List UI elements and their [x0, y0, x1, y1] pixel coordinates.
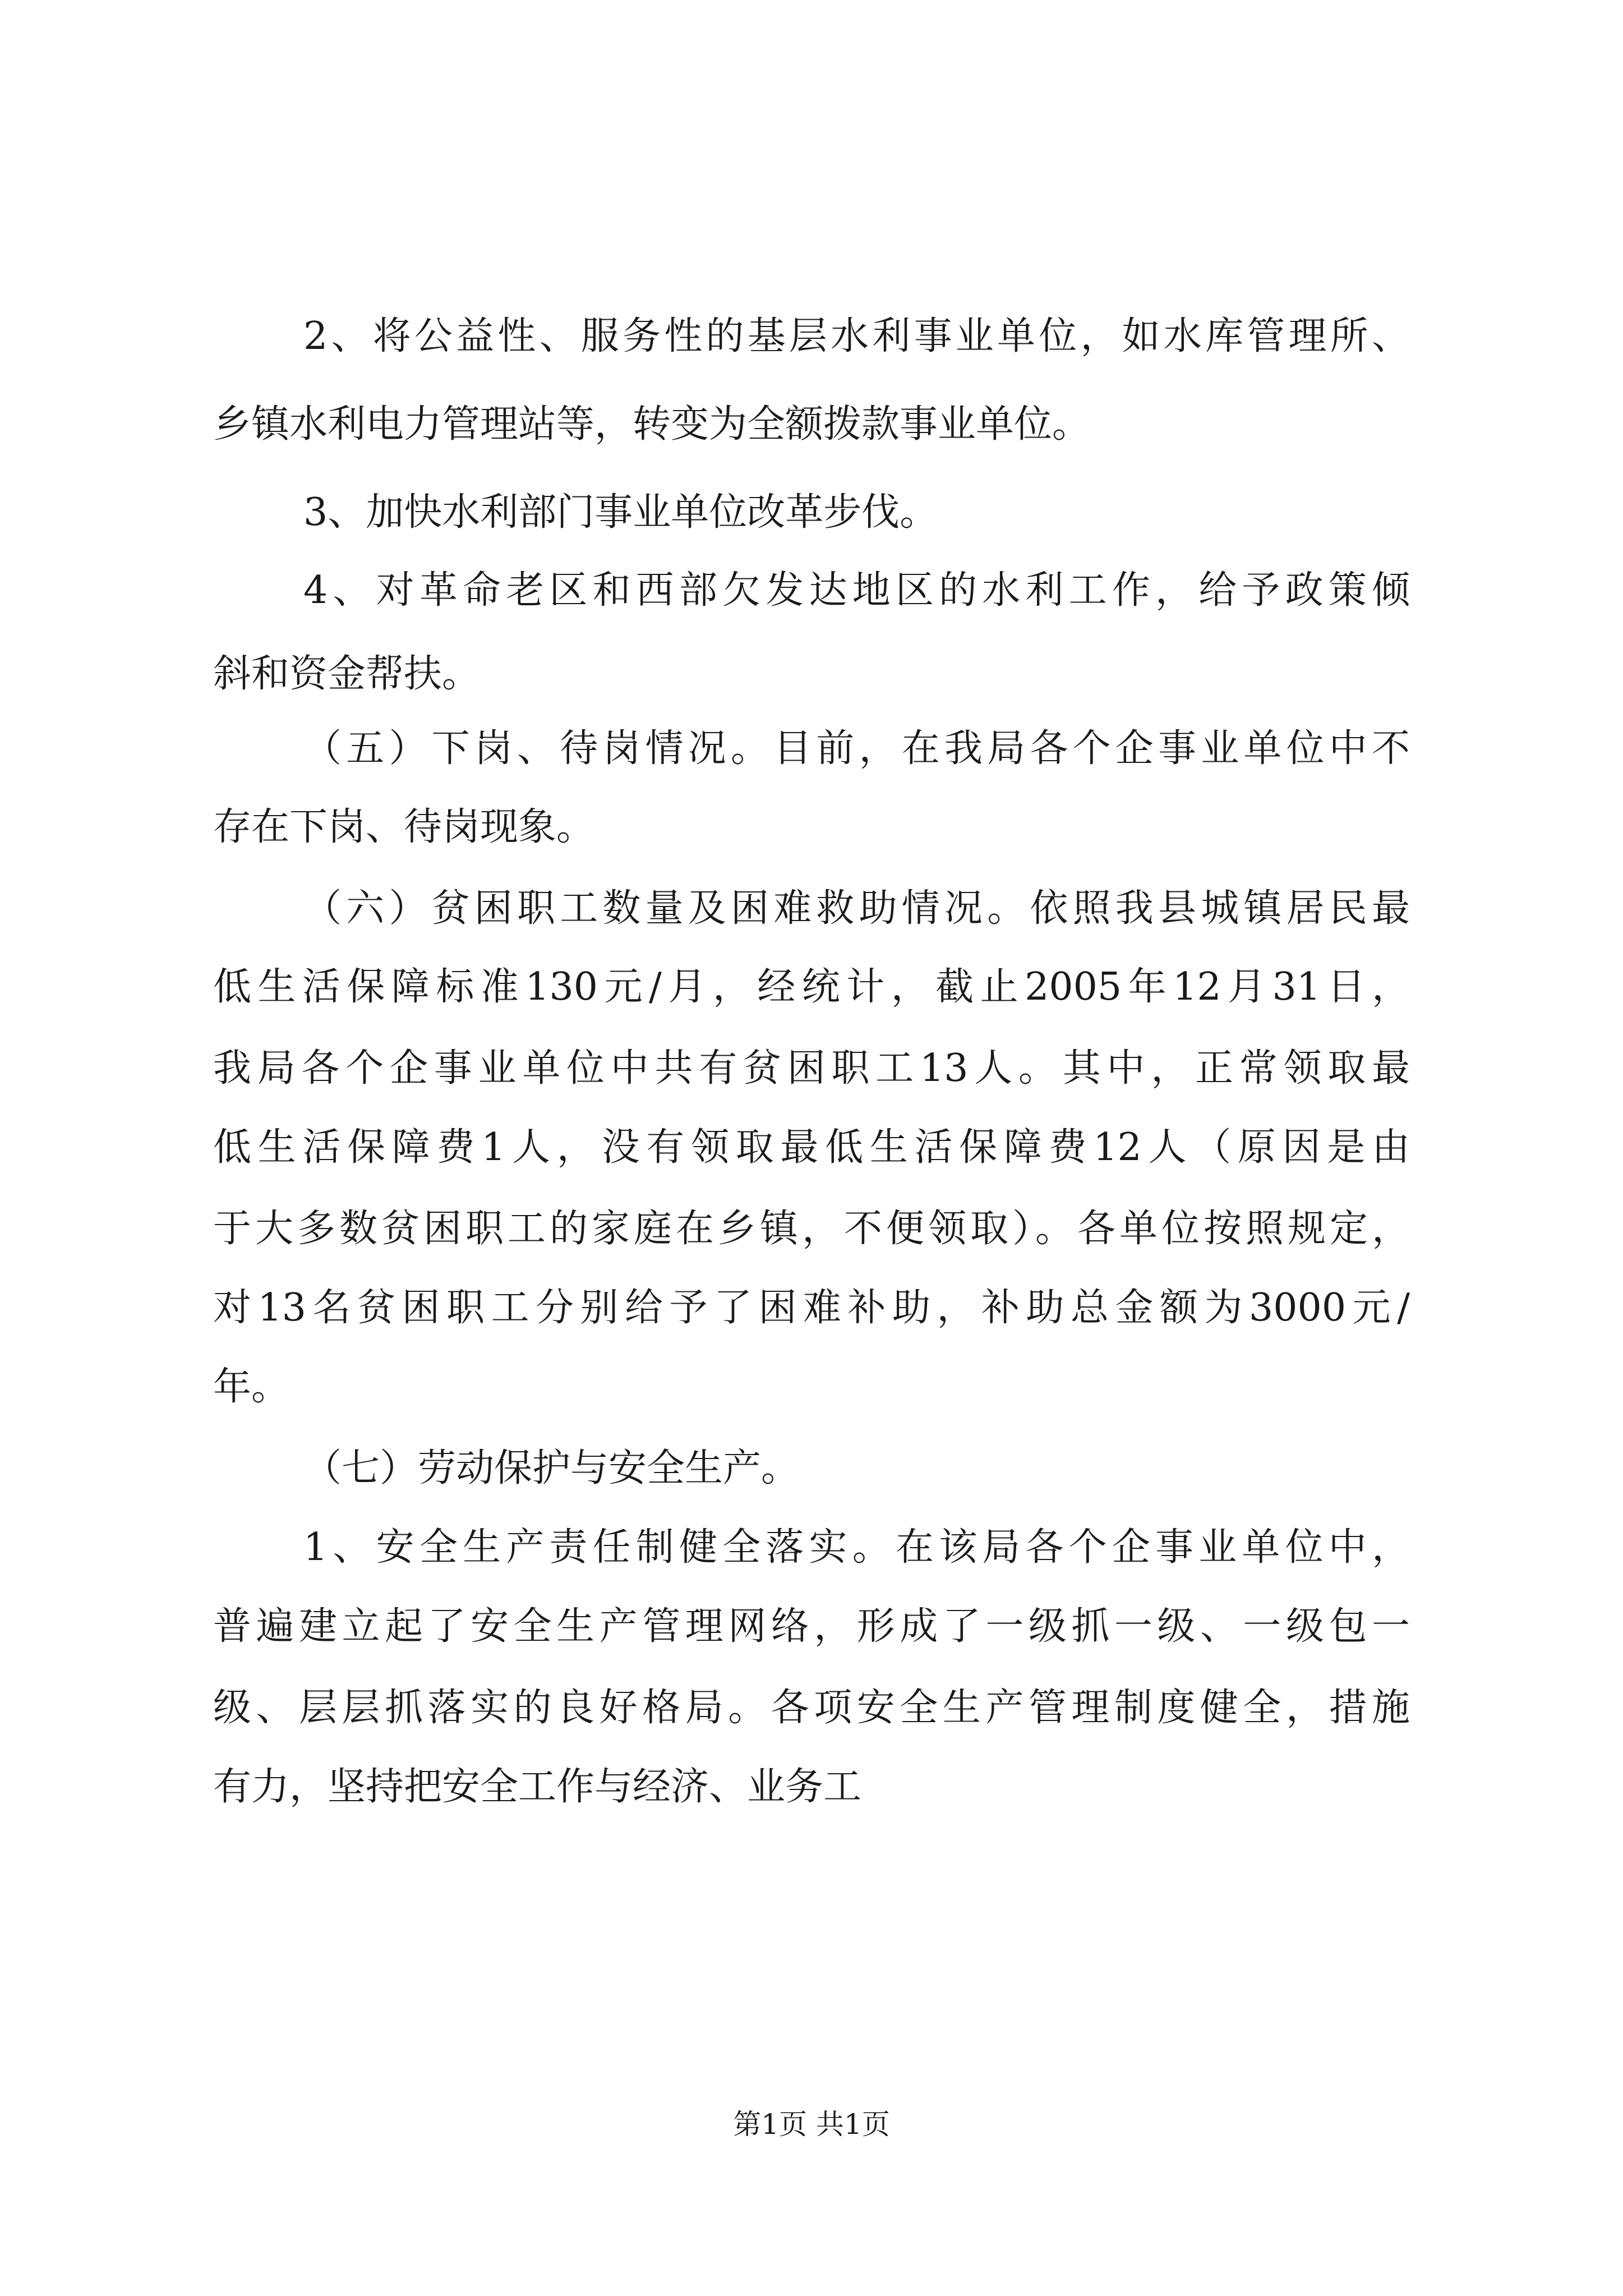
text-line: 1、安全生产责任制健全落实。在该局各个企事业单位中， [303, 1525, 1410, 1570]
text-line: 我局各个企事业单位中共有贫困职工13人。其中，正常领取最 [213, 1046, 1410, 1091]
text-line: 低生活保障标准130元/月，经统计，截止2005年12月31日， [213, 965, 1410, 1009]
text-line: 乡镇水利电力管理站等，转变为全额拨款事业单位。 [213, 402, 1091, 447]
text-line: （六）贫困职工数量及困难救助情况。依照我县城镇居民最 [303, 886, 1410, 931]
page-number-footer: 第1页 共1页 [733, 2108, 890, 2141]
text-line: 于大多数贫困职工的家庭在乡镇，不便领取）。各单位按照规定， [213, 1207, 1410, 1251]
text-line: （七）劳动保护与安全生产。 [303, 1446, 800, 1490]
text-line: 低生活保障费1人，没有领取最低生活保障费12人（原因是由 [213, 1125, 1410, 1170]
text-line: 普遍建立起了安全生产管理网络，形成了一级抓一级、一级包一 [213, 1604, 1410, 1649]
text-line: 存在下岗、待岗现象。 [213, 805, 595, 849]
text-line: 年。 [213, 1365, 290, 1409]
text-line: 有力，坚持把安全工作与经济、业务工 [213, 1765, 862, 1809]
text-line: 斜和资金帮扶。 [213, 652, 481, 696]
text-line: 4、对革命老区和西部欠发达地区的水利工作，给予政策倾 [303, 568, 1410, 613]
text-line: （五）下岗、待岗情况。目前，在我局各个企事业单位中不 [303, 726, 1410, 771]
text-line: 级、层层抓落实的良好格局。各项安全生产管理制度健全，措施 [213, 1686, 1410, 1730]
text-line: 2、将公益性、服务性的基层水利事业单位，如水库管理所、 [303, 314, 1410, 358]
text-line: 3、加快水利部门事业单位改革步伐。 [303, 490, 938, 535]
text-line: 对13名贫困职工分别给予了困难补助，补助总金额为3000元/ [213, 1286, 1410, 1330]
